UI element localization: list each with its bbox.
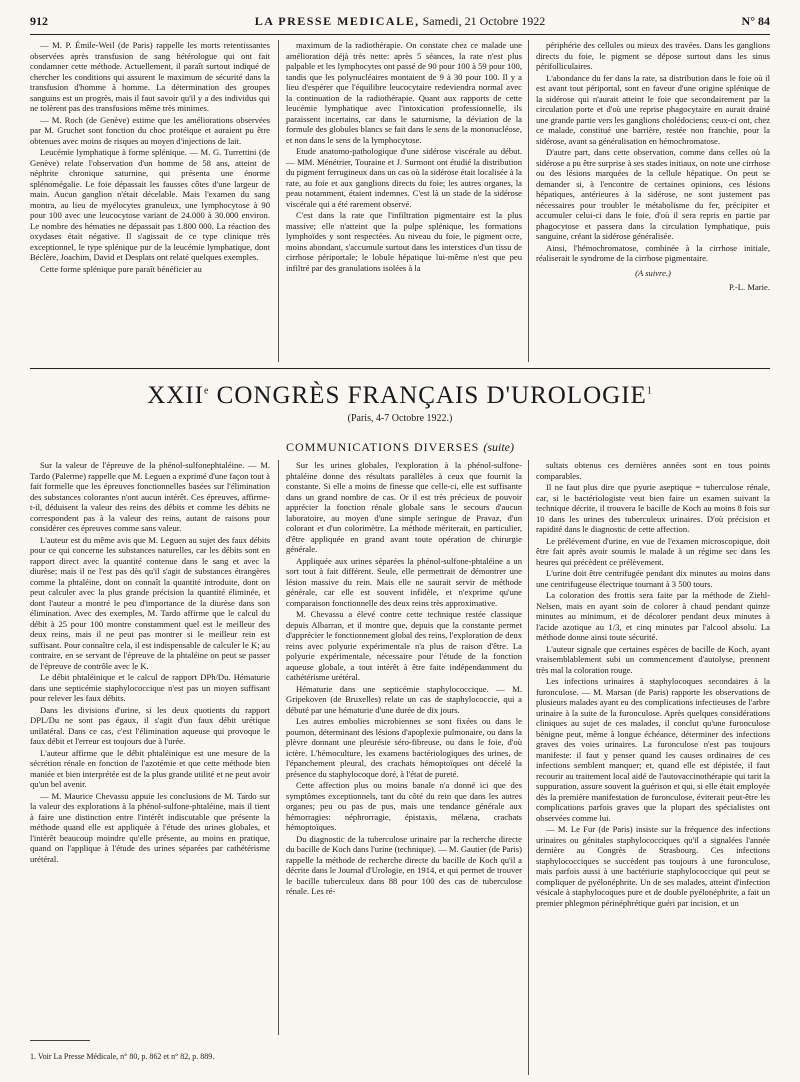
column-divider [528,460,529,1075]
congress-dates: (Paris, 4-7 Octobre 1922.) [347,413,453,424]
section-suite: (suite) [483,440,514,454]
running-header [30,14,770,34]
paragraph: Du diagnostic de la tuberculose urinaire par la recherche directe du bacille de Koch dans l'urine (technique). — M. Gautier (de Paris) rappelle la méthode de recherche directe du bacille de Koch qu'il a décrite dans le Journal d'Urologie, en 1914, et qui permet de trouver le bacille tuberculeux dans 88 pour 100 des cas de tuberculose rénale. Les ré- [286,833,522,896]
journal-masthead [30,14,770,29]
bottom-column-1 [30,460,270,1035]
top-column-1 [30,40,270,362]
congress-title [0,382,800,410]
paragraph: L'abondance du fer dans la rate, sa distribution dans le foie où il est avant tout périportal, sont en faveur d'une origine splénique de la sidérose qui n'aurait atteint le foie que secondairement par la circulation porte et d'où une reprise phagocytaire en aurait drainé une grande partie vers les ganglions cholédociens; ceux-ci ont, chez ce malade, constitué une barrière, restée non franchie, pour la sidérose, avant sa généralisation en hémochromatose. [536,72,770,146]
paragraph: Appliquée aux urines séparées la phénol-sulfone-phtaléine a un sort tout à fait différent. Seule, elle permettrait de démontrer une lésion massive du rein. Mais elle ne saurait servir de méthode générale, car elle est souvent infidèle, et n'exprime qu'une comparaison fonctionnelle des deux reins très approximative. [286,555,522,608]
paragraph: — M. Le Fur (de Paris) insiste sur la fréquence des infections urinaires ou génitales staphylococciques qu'il a signalées l'année dernière au Congrès de Strasbourg. Ces infections staphylococciques se succèdent pas toujours à une furonculose, mais parfois aussi à une bactériurie staphylococcique qui peut se compliquer de pyélonéphrite. Un de ses malades, atteint d'infection vésicale à staphylocoques pure et de double pyélonéphrite, a fait un premier phlegmon périnéphrétique guéri par incision, et un [536,824,770,908]
paragraph: C'est dans la rate que l'infiltration pigmentaire est la plus massive; elle n'atteint que la pulpe splénique, les formations lymphoïdes y sont respectées. Au niveau du foie, le pigment ocre, moins abondant, s'accumule surtout dans les interstices d'un tissu de cirrhose périportale; le lobule hépatique lui-même n'est que peu infiltré par des granulations isolées à la [286,210,522,273]
paragraph: Cette affection plus ou moins banale n'a donné ici que des symptômes exceptionnels, tant du côté du rein que dans les autres organes; peu ou pas de pus, mais une tendance générale aux hémorragies: néphrorragie, épistaxis, mélæna, crachats hémoptoïques. [286,780,522,832]
paragraph: — M. Roch (de Genève) estime que les améliorations observées par M. Gruchet sont fonction du choc protéique et auraient pu être obtenues avec moins de risques au moyen d'injections de lait. [30,114,270,146]
issue-number: N° 84 [741,14,770,28]
congress-numeral: XXII [147,382,204,409]
paragraph: Les infections urinaires à staphylocoques secondaires à la furonculose. — M. Marsan (de Paris) rapporte les observations de plusieurs malades ayant eu des complications infectieuses de l'arbre urinaire à la suite de la furonculose. Après quelques considérations cliniques au sujet de ces malades, il conclut qu'une furonculose bénigne peut, même à longue échéance, déterminer des infections graves des voies urinaires. La furonculose n'est pas toujours manifeste: il faut y penser quand les causes ordinaires de ces infections semblent manquer; et, quand elle est dépistée, il faut recourir au traitement local aidé de l'autovaccinothérapie qui tarit la suppuration, assure souvent la guérison et qui, si elle était employée dès la première manifestation de furonculose, éviterait peut-être les complications parfois graves que la plupart des spécialistes ont observées comme lui. [536,676,770,823]
paragraph: Sur la valeur de l'épreuve de la phénol-sulfonephtaléine. — M. Tardo (Palerme) rappelle que M. Leguen a exprimé d'une façon tout à fait formelle que les épreuves fonctionnelles basées sur l'élimination des substances colorantes n'ont aucun intérêt. Ces épreuves, affirme-t-il, déduisent la valeur des reins des débits et comme les débits ne correspondent pas à la valeur des reins, autant de raisons pour considérer ces épreuves comme sans valeur. [30,460,270,533]
column-divider [528,40,529,362]
bottom-column-2 [286,460,522,1075]
paragraph: Dans les divisions d'urine, si les deux quotients du rapport DPL/Du ne sont pas égaux, il s'agit d'un faux débit urétique unilatéral. Dans ce cas, c'est l'élimination aqueuse qui provoque le faux débit et l'erreur est toujours due à l'urée. [30,704,270,746]
paragraph: L'auteur est du même avis que M. Leguen au sujet des faux débits pour ce qui concerne les substances naturelles, car les débits sont en rapport direct avec la quantité contenue dans le sang et avec la diurèse; mais il ne l'est pas dès qu'il s'agit de substances étrangères comme la phtaléine, dont on connaît la quantité introduite, dont on peut calculer avec la plus grande précision la quantité éliminée, et dont l'auteur a montré le peu d'importance de la diurèse dans son élimination. Avec des exemples, M. Tardo affirme que le calcul du débit à 25 pour 100 montre constamment quel est le meilleur des deux reins, mais il ne peut pas montrer si le meilleur rein est suffisant. Pour connaître cela, il est indispensable de calculer le K; au contraire, en se servant de l'épreuve de la phtaléine on peut se passer de l'épreuve de contrôle avec le K. [30,534,270,671]
issue-date: Samedi, 21 Octobre 1922 [422,14,546,28]
page-number: 912 [30,14,48,28]
journal-name: LA PRESSE MEDICALE, [254,14,420,28]
paragraph: sultats obtenus ces dernières années sont en tous points comparables. [536,460,770,481]
paragraph: — M. Maurice Chevassu appuie les conclusions de M. Tardo sur la valeur des explorations à la phénol-sulfone-phtaléine, mais il tient à faire une distinction entre l'intérêt indiscutable que présente la méthode quand elle est appliquée à l'étude des urines globales, et l'intérêt beaucoup moindre qu'elle présente, au moins en pratique, quand on l'applique à l'étude des urines séparées par cathétérisme urétéral. [30,790,270,864]
bottom-column-3 [536,460,770,1075]
top-column-3 [536,40,770,362]
author-signature: P.-L. Marie. [728,282,770,292]
congress-numeral-suffix: e [203,385,210,397]
paragraph: Le débit phtaléinique et le calcul de rapport DPh/Du. Hématurie dans une septicémie staphylococcique n'est pas un moyen suffisant pour relever les faux débits. [30,672,270,703]
top-column-3-text [536,40,770,264]
paragraph: Hématurie dans une septicémie staphylococcique. — M. Gripekoven (de Bruxelles) relate un cas de staphylococcie, qui a débuté par une hématurie d'une durée de dix jours. [286,683,522,715]
column-divider [278,460,279,1035]
footnote-rule [30,1040,90,1041]
paragraph: La coloration des frottis sera faite par la méthode de Ziehl-Nelsen, mais en ayant soin de colorer à chaud pendant quinze minutes au minimum, et de décolorer pendant deux minutes à l'acide azotique au 1/3, et cinq minutes par l'alcool absolu. La méthode donne ainsi toute sécurité. [536,590,770,642]
paragraph: Leucémie lymphatique à forme splénique. — M. G. Turrettini (de Genève) relate l'observation d'un homme de 58 ans, atteint de néphrite chronique saturnine, qui présenta une énorme splénomégalie. Le foie dépassait les fausses côtes d'une largeur de main. Aucun ganglion n'était décelable. Mais l'examen du sang montra, au lieu de myélocytes granuleux, une lymphocytose à 90 pour 100 avec une leucocytose variant de 24.000 à 30.000 environ. Le nombre des hématies ne dépassait pas 1.800 000. La réaction des oxydases était négative. Il s'agissait de ce type clinique très exceptionnel, le type splénique pur de la leucémie lymphatique, dont Béclère, Joachim, David et Desplats ont relaté quelques exemples. [30,147,270,262]
to-be-continued: (A suivre.) [635,267,671,278]
paragraph: périphérie des cellules ou mieux des travées. Dans les ganglions directs du foie, le pigment se dépose surtout dans les sinus périfolliculaires. [536,40,770,71]
paragraph: Le prélèvement d'urine, en vue de l'examen microscopique, doit être fait après avoir soumis le malade à un régime sec dans les heures qui précèdent ce prélèvement. [536,535,770,567]
footnote: 1. Voir La Presse Médicale, n° 80, p. 862 et n° 82, p. 889. [30,1052,215,1061]
section-title-text: COMMUNICATIONS DIVERSES [285,440,480,454]
column-divider [278,40,279,362]
section-title [0,440,800,455]
paragraph: L'urine doit être centrifugée pendant dix minutes au moins dans une centrifugeuse électrique tournant à 3 500 tours. [536,568,770,589]
paragraph: Ainsi, l'hémochromatose, combinée à la cirrhose initiale, réaliserait le syndrome de la cirrhose pigmentaire. [536,242,770,263]
paragraph: M. Chevassu a élevé contre cette technique restée classique depuis Albarran, et il montre que, depuis que la constante permet d'apprécier le fonctionnement global des reins, l'exploration de deux reins avec polyurie expérimentale n'a plus de raison d'être. La polyurie expérimentale, nécessaire pour l'étude de la fonction aqueuse globale, a tout intérêt à être faite indépendamment du cathétérisme urétéral. [286,609,522,682]
section-rule [30,368,770,369]
top-column-2 [286,40,522,362]
congress-footnote-marker: 1 [646,385,653,397]
paragraph: L'auteur signale que certaines espèces de bacille de Koch, ayant vraisemblablement subi un commencement d'autolyse, prennent très mal la coloration rouge. [536,643,770,675]
paragraph: D'autre part, dans cette observation, comme dans celles où la sidérose a pu être surprise à ses stades initiaux, on note une cirrhose ou des lésions marquées de la cellule hépatique. On peut se demander si, à l'encontre de certaines opinions, ces lésions hépatiques, antérieures à la sidérose, ne sont justement pas nécessaires pour troubler le métabolisme du fer, précipiter et accumuler celui-ci dans le foie, d'où il sera repris en partie par phagocytose et passera dans la circulation lymphatique, puis sanguine, créant la sidérose généralisée. [536,147,770,241]
paragraph: L'auteur affirme que le débit phtaléinique est une mesure de la sécrétion rénale en fonction de l'azotémie et que cette méthode bien maniée et bien interprétée est de la plus grande utilité et ne peut avoir qu'un bel avenir. [30,747,270,789]
paragraph: Les autres embolies microbiennes se sont fixées ou dans le poumon, déterminant des lésions d'apoplexie pulmonaire, ou dans la plèvre donnant une pleurésie séro-fibreuse, ou dans le foie, d'où ictère. L'hémoculture, les examens bactériologiques des urines, de l'épanchement pleural, des crachats hémoptoïques ont décelé la présence du staphylocoque doré, à l'état de pureté. [286,716,522,779]
paragraph: Sur les urines globales, l'exploration à la phénol-sulfone-phtaléine donne des résultats parallèles à ceux que fournit la constante. Si elle a moins de finesse que celle-ci, elle est suffisante dans un grand nombre de cas. Or il est très précieux de pouvoir apprécier la fonction rénale globale sans le secours d'aucun laboratoire, au moyen d'une simple seringue de Pravaz, d'un colorant et d'un colorimètre. La méthode mériterait, en particulier, d'être appliquée en grand avant toute opération de chirurgie générale. [286,460,522,554]
paragraph: Cette forme splénique pure paraît bénéficier au [40,263,202,274]
header-rule [30,34,770,35]
paragraph: Il ne faut plus dire que pyurie aseptique = tuberculose rénale, car, si le bactériologiste veut bien faire un examen suivant la technique décrite, il trouvera le bacille de Koch au moins 8 fois sur 10 dans les urines des tuberculeux urinaires. D'où précision et rapidité dans le diagnostic de cette affection. [536,482,770,534]
paragraph: — M. P. Émile-Weil (de Paris) rappelle les morts retentissantes observées après transfusion de sang hétérologue qui ont fait condamner cette méthode. Actuellement, il paraît surtout indiqué de chercher les conditions qui assurent le maximum de sécurité dans la transfusion d'homme à homme. La détermination des groupes sanguins est un progrès, mais il faut savoir qu'il y a des individus qui ne tolèrent pas des transfusions même très minimes. [30,40,270,113]
paragraph: maximum de la radiothérapie. On constate chez ce malade une amélioration déjà très nette: après 5 séances, la rate n'est plus palpable et les lymphocytes ont passé de 90 pour 100 à 59 pour 100, tandis que les polynucléaires montaient de 9 à 30 pour 100. Il y a lieu d'espérer que l'équilibre leucocytaire redeviendra normal avec la continuation de la radiothérapie. Quant aux rapports de cette leucémie lymphatique avec l'intoxication professionnelle, ils paraissent incertains, car dans le saturnisme, la déviation de la formule des globules blancs se fait dans le sens de la mononucléose, et non dans le sens de la lymphocytose. [286,40,522,145]
congress-title-rest: CONGRÈS FRANÇAIS D'UROLOGIE [209,382,647,409]
paragraph: Etude anatomo-pathologique d'une sidérose viscérale au début. — MM. Ménétrier, Touraine et J. Surmont ont étudié la distribution du pigment ferrugineux dans un cas où la sidérose était localisée à la rate, au foie et aux ganglions directs du foie; les autres organes, la peau notamment, étaient indemnes. C'est là un stade de la sidérose viscérale qui a été rarement observé. [286,146,522,209]
